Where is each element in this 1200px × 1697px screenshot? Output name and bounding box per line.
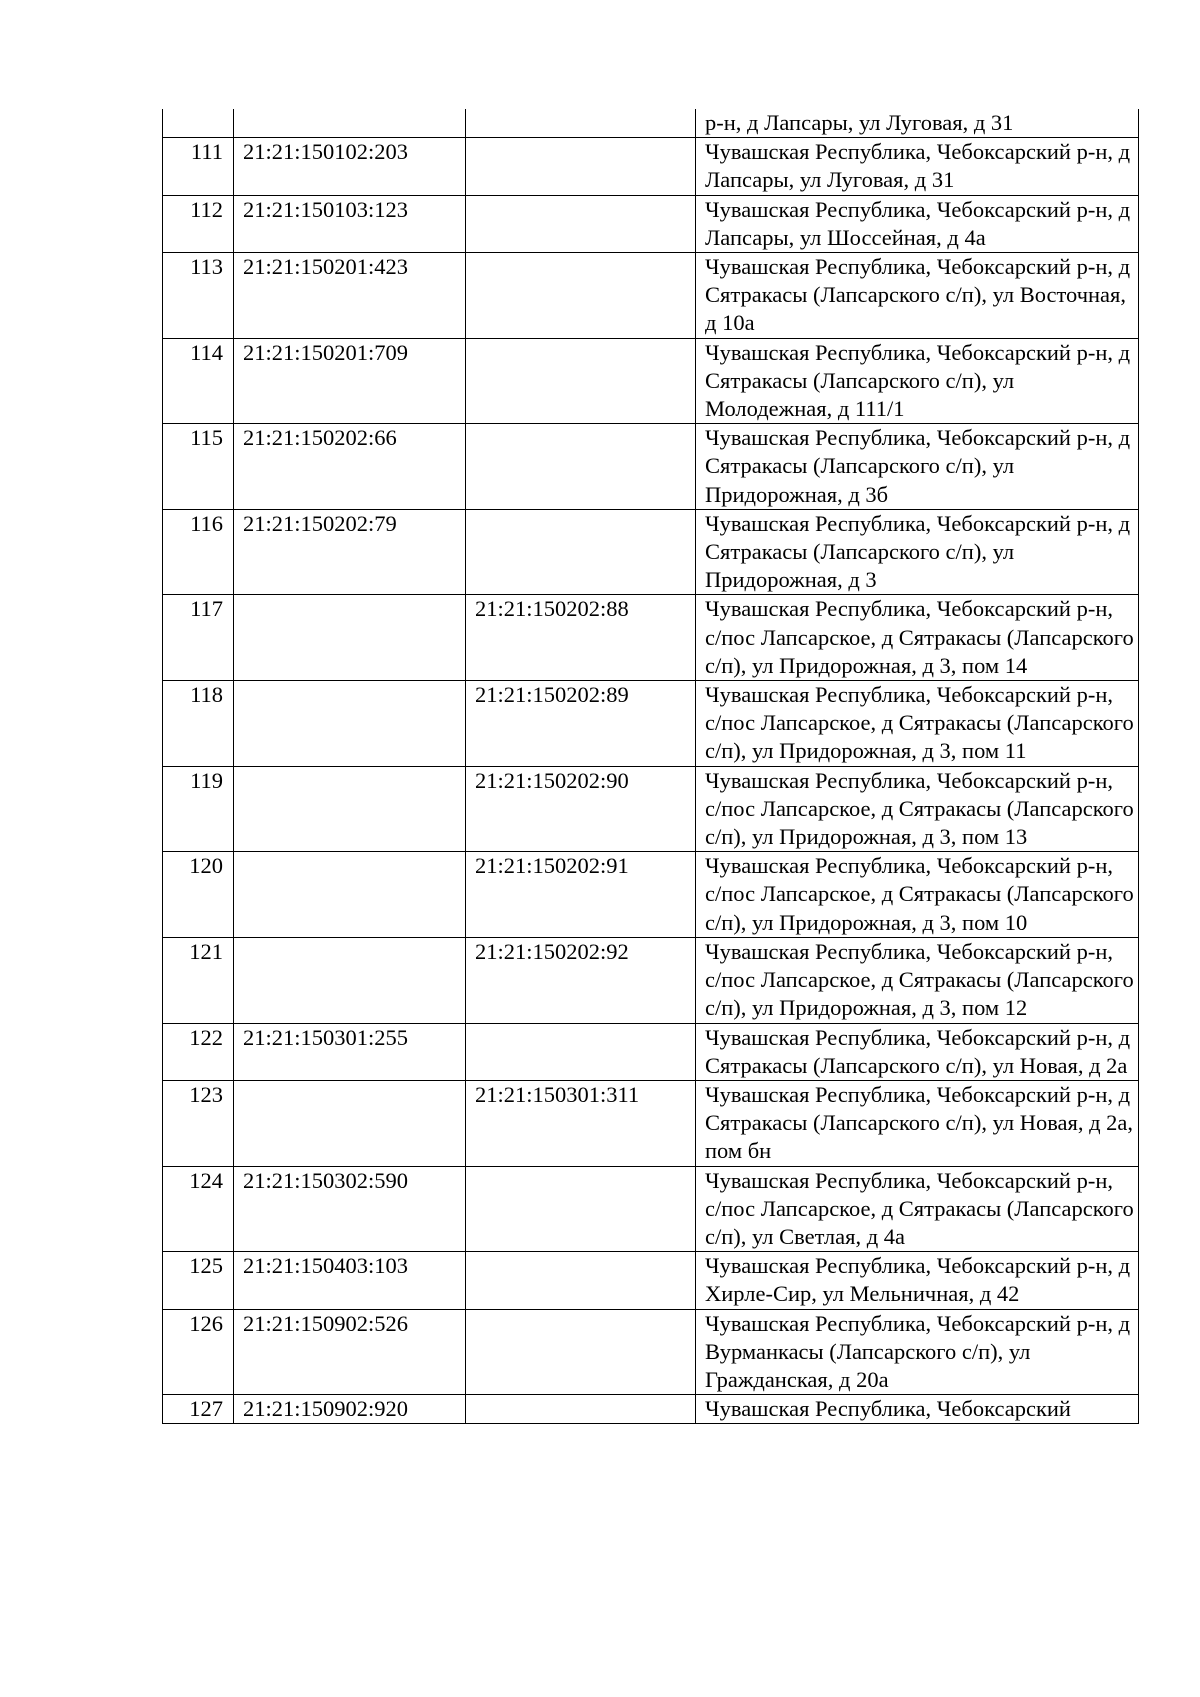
row-number-cell: 111 <box>163 138 234 195</box>
land-cadastral-cell <box>234 109 466 138</box>
land-cadastral-cell <box>234 852 466 938</box>
premise-cadastral-cell <box>466 1309 696 1395</box>
row-number-cell: 118 <box>163 681 234 767</box>
address-cell: р-н, д Лапсары, ул Луговая, д 31 <box>696 109 1139 138</box>
table-row <box>163 1252 1139 1309</box>
row-number-cell: 123 <box>163 1080 234 1166</box>
premise-cadastral-cell <box>466 424 696 510</box>
premise-cadastral-cell: 21:21:150202:91 <box>466 852 696 938</box>
row-number-cell: 124 <box>163 1166 234 1252</box>
row-number-cell: 112 <box>163 195 234 252</box>
premise-cadastral-cell <box>466 109 696 138</box>
table-row <box>163 509 1139 595</box>
premise-cadastral-cell <box>466 1252 696 1309</box>
address-cell: Чувашская Республика, Чебоксарский р-н, д Сятракасы (Лапсарского с/п), ул Придорожная, д 3б <box>696 424 1139 510</box>
land-cadastral-cell <box>234 1080 466 1166</box>
row-number-cell: 120 <box>163 852 234 938</box>
row-number-cell: 113 <box>163 253 234 339</box>
table-row <box>163 1166 1139 1252</box>
table-row <box>163 1080 1139 1166</box>
table-row <box>163 424 1139 510</box>
table-row <box>163 1023 1139 1080</box>
registry-table <box>162 109 1139 1424</box>
land-cadastral-cell <box>234 681 466 767</box>
row-number-cell: 121 <box>163 937 234 1023</box>
registry-table-body <box>163 109 1139 1424</box>
table-row <box>163 766 1139 852</box>
land-cadastral-cell: 21:21:150902:920 <box>234 1395 466 1424</box>
land-cadastral-cell: 21:21:150201:423 <box>234 253 466 339</box>
premise-cadastral-cell <box>466 1166 696 1252</box>
row-number-cell: 126 <box>163 1309 234 1395</box>
land-cadastral-cell <box>234 937 466 1023</box>
land-cadastral-cell: 21:21:150202:66 <box>234 424 466 510</box>
address-cell: Чувашская Республика, Чебоксарский р-н, д Хирле-Сир, ул Мельничная, д 42 <box>696 1252 1139 1309</box>
premise-cadastral-cell: 21:21:150202:90 <box>466 766 696 852</box>
address-cell: Чувашская Республика, Чебоксарский р-н, с/пос Лапсарское, д Сятракасы (Лапсарского с/п), ул Придорожная, д 3, пом 13 <box>696 766 1139 852</box>
land-cadastral-cell <box>234 595 466 681</box>
premise-cadastral-cell: 21:21:150301:311 <box>466 1080 696 1166</box>
table-row <box>163 937 1139 1023</box>
table-row <box>163 1309 1139 1395</box>
table-row <box>163 595 1139 681</box>
land-cadastral-cell: 21:21:150202:79 <box>234 509 466 595</box>
land-cadastral-cell: 21:21:150403:103 <box>234 1252 466 1309</box>
land-cadastral-cell: 21:21:150201:709 <box>234 338 466 424</box>
row-number-cell: 114 <box>163 338 234 424</box>
address-cell: Чувашская Республика, Чебоксарский р-н, с/пос Лапсарское, д Сятракасы (Лапсарского с/п), ул Придорожная, д 3, пом 11 <box>696 681 1139 767</box>
table-row <box>163 681 1139 767</box>
address-cell: Чувашская Республика, Чебоксарский р-н, д Сятракасы (Лапсарского с/п), ул Новая, д 2а <box>696 1023 1139 1080</box>
premise-cadastral-cell <box>466 509 696 595</box>
premise-cadastral-cell <box>466 253 696 339</box>
row-number-cell: 122 <box>163 1023 234 1080</box>
premise-cadastral-cell <box>466 338 696 424</box>
row-number-cell: 125 <box>163 1252 234 1309</box>
address-cell: Чувашская Республика, Чебоксарский р-н, с/пос Лапсарское, д Сятракасы (Лапсарского с/п), ул Придорожная, д 3, пом 14 <box>696 595 1139 681</box>
table-row <box>163 852 1139 938</box>
premise-cadastral-cell <box>466 195 696 252</box>
address-cell: Чувашская Республика, Чебоксарский р-н, с/пос Лапсарское, д Сятракасы (Лапсарского с/п), ул Придорожная, д 3, пом 10 <box>696 852 1139 938</box>
address-cell: Чувашская Республика, Чебоксарский р-н, д Вурманкасы (Лапсарского с/п), ул Гражданская, д 20а <box>696 1309 1139 1395</box>
land-cadastral-cell: 21:21:150902:526 <box>234 1309 466 1395</box>
table-row <box>163 253 1139 339</box>
table-row <box>163 338 1139 424</box>
land-cadastral-cell: 21:21:150103:123 <box>234 195 466 252</box>
premise-cadastral-cell: 21:21:150202:92 <box>466 937 696 1023</box>
row-number-cell: 127 <box>163 1395 234 1424</box>
row-number-cell: 119 <box>163 766 234 852</box>
address-cell: Чувашская Республика, Чебоксарский р-н, с/пос Лапсарское, д Сятракасы (Лапсарского с/п), ул Придорожная, д 3, пом 12 <box>696 937 1139 1023</box>
premise-cadastral-cell <box>466 138 696 195</box>
land-cadastral-cell: 21:21:150302:590 <box>234 1166 466 1252</box>
address-cell: Чувашская Республика, Чебоксарский р-н, д Лапсары, ул Луговая, д 31 <box>696 138 1139 195</box>
address-cell: Чувашская Республика, Чебоксарский р-н, д Сятракасы (Лапсарского с/п), ул Новая, д 2а, пом бн <box>696 1080 1139 1166</box>
row-number-cell: 116 <box>163 509 234 595</box>
row-number-cell: 115 <box>163 424 234 510</box>
premise-cadastral-cell <box>466 1023 696 1080</box>
address-cell: Чувашская Республика, Чебоксарский р-н, д Сятракасы (Лапсарского с/п), ул Восточная, д 10а <box>696 253 1139 339</box>
premise-cadastral-cell: 21:21:150202:88 <box>466 595 696 681</box>
row-number-cell: 117 <box>163 595 234 681</box>
land-cadastral-cell <box>234 766 466 852</box>
table-row <box>163 195 1139 252</box>
address-cell: Чувашская Республика, Чебоксарский р-н, д Лапсары, ул Шоссейная, д 4а <box>696 195 1139 252</box>
address-cell: Чувашская Республика, Чебоксарский р-н, д Сятракасы (Лапсарского с/п), ул Молодежная, д 111/1 <box>696 338 1139 424</box>
row-number-cell <box>163 109 234 138</box>
land-cadastral-cell: 21:21:150102:203 <box>234 138 466 195</box>
premise-cadastral-cell: 21:21:150202:89 <box>466 681 696 767</box>
table-row <box>163 138 1139 195</box>
address-cell: Чувашская Республика, Чебоксарский р-н, с/пос Лапсарское, д Сятракасы (Лапсарского с/п), ул Светлая, д 4а <box>696 1166 1139 1252</box>
land-cadastral-cell: 21:21:150301:255 <box>234 1023 466 1080</box>
premise-cadastral-cell <box>466 1395 696 1424</box>
table-row <box>163 1395 1139 1424</box>
address-cell: Чувашская Республика, Чебоксарский р-н, д Сятракасы (Лапсарского с/п), ул Придорожная, д 3 <box>696 509 1139 595</box>
table-row-continuation <box>163 109 1139 138</box>
address-cell: Чувашская Республика, Чебоксарский <box>696 1395 1139 1424</box>
